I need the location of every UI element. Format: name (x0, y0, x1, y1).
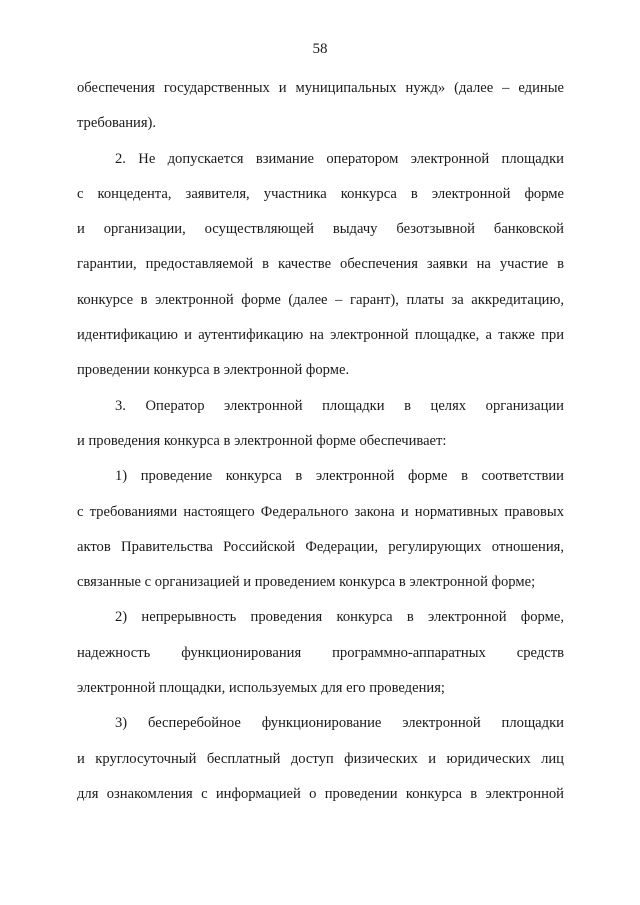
text-line: и проведения конкурса в электронной форме обеспечивает: (77, 432, 447, 449)
page-number: 58 (312, 41, 328, 57)
text-line: гарантии, предоставляемой в качестве обеспечения заявки на участие в (77, 256, 564, 273)
text-line: 1) проведение конкурса в электронной форме в соответствии (115, 468, 564, 485)
text-line: 2. Не допускается взимание оператором электронной площадки (115, 150, 564, 167)
document-body (77, 79, 564, 820)
text-line: электронной площадки, используемых для его проведения; (77, 680, 445, 697)
text-line: и круглосуточный бесплатный доступ физических и юридических лиц (77, 750, 564, 767)
text-line: проведении конкурса в электронной форме. (77, 362, 350, 379)
text-line: идентификацию и аутентификацию на электронной площадке, а также при (77, 327, 564, 344)
text-line: 3. Оператор электронной площадки в целях организации (115, 397, 564, 414)
text-line: обеспечения государственных и муниципальных нужд» (далее – единые (77, 80, 564, 96)
text-line: с требованиями настоящего Федерального закона и нормативных правовых (77, 503, 564, 520)
text-line: для ознакомления с информацией о проведении конкурса в электронной (77, 785, 564, 802)
text-line: и организации, осуществляющей выдачу безотзывной банковской (77, 221, 564, 238)
text-line: актов Правительства Российской Федерации, регулирующих отношения, (77, 538, 564, 555)
text-line: 3) бесперебойное функционирование электронной площадки (115, 715, 564, 732)
text-line: требования). (77, 115, 157, 132)
text-line: надежность функционирования программно-аппаратных средств (77, 644, 564, 661)
text-line: с концедента, заявителя, участника конкурса в электронной форме (77, 185, 564, 202)
text-line: 2) непрерывность проведения конкурса в электронной форме, (115, 609, 564, 626)
text-line: конкурсе в электронной форме (далее – гарант), платы за аккредитацию, (77, 291, 564, 308)
text-line: связанные с организацией и проведением конкурса в электронной форме; (77, 574, 536, 591)
